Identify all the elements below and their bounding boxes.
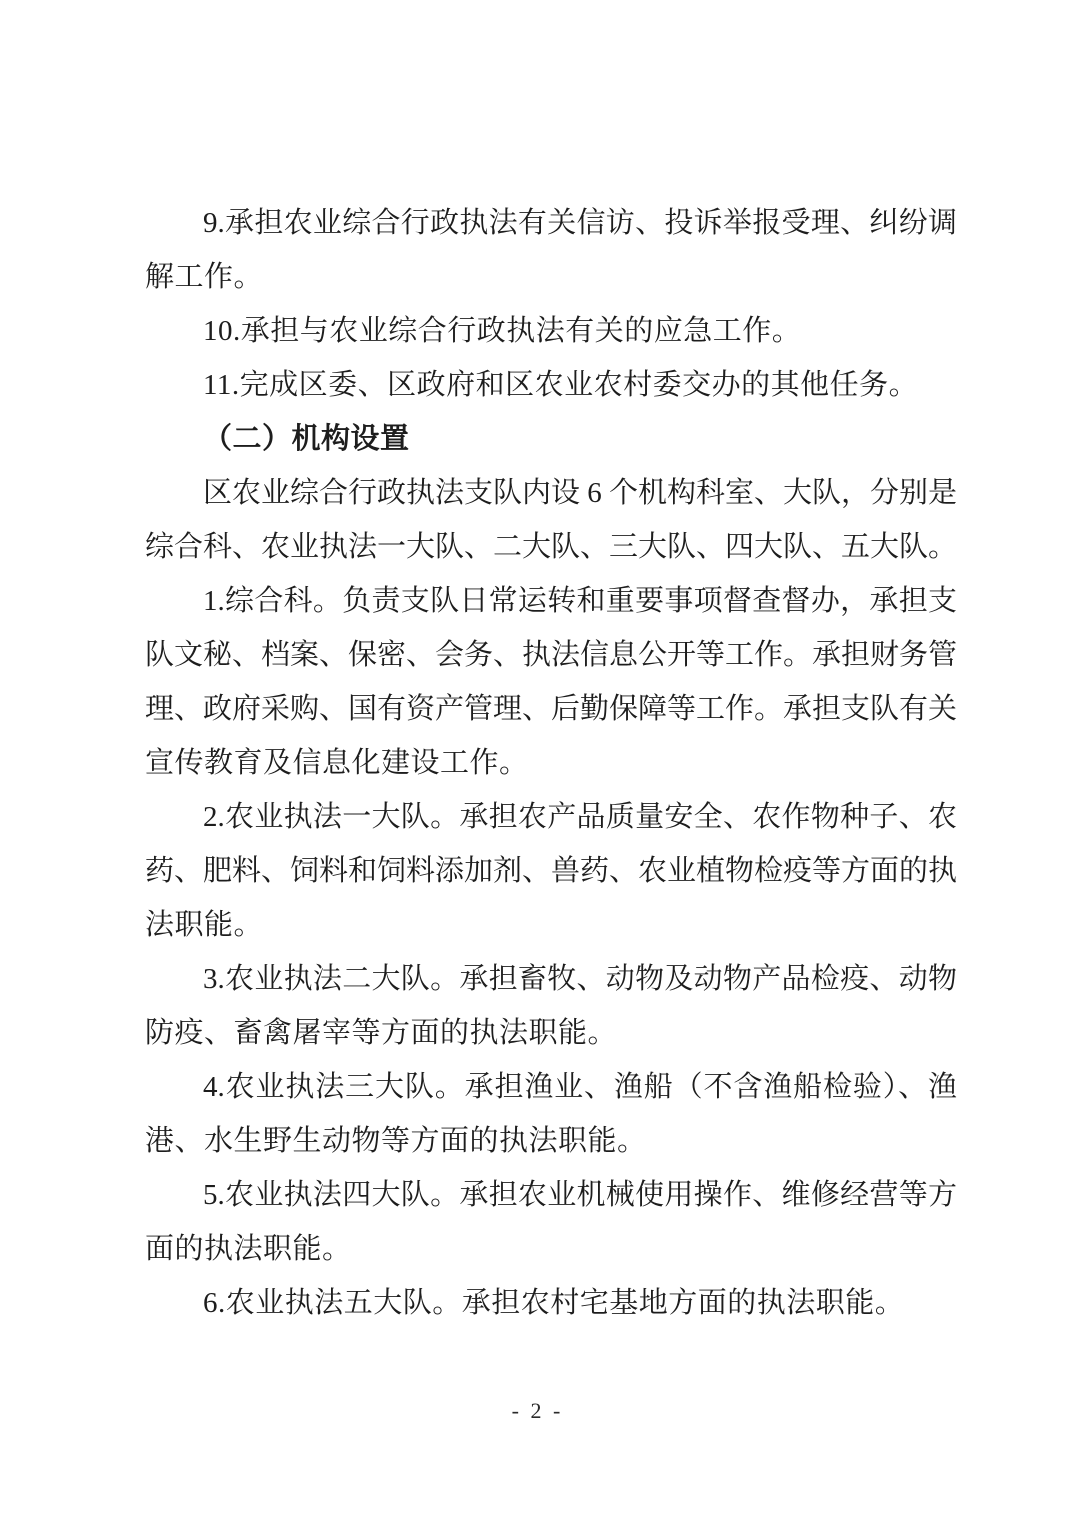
text-line: 1.综合科。负责支队日常运转和重要事项督查督办，承担支	[203, 585, 957, 617]
text-line: 港、水生野生动物等方面的执法职能。	[145, 1125, 647, 1157]
text-line: 药、肥料、饲料和饲料添加剂、兽药、农业植物检疫等方面的执	[145, 855, 958, 887]
text-line: 面的执法职能。	[145, 1233, 352, 1265]
text-line: 宣传教育及信息化建设工作。	[145, 747, 529, 779]
text-line: 队文秘、档案、保密、会务、执法信息公开等工作。承担财务管	[145, 639, 958, 671]
text-line: 9.承担农业综合行政执法有关信访、投诉举报受理、纠纷调	[203, 207, 957, 239]
page-number: - 2 -	[511, 1398, 564, 1423]
text-line: 防疫、畜禽屠宰等方面的执法职能。	[145, 1017, 618, 1049]
page-footer	[0, 1398, 1075, 1424]
text-line: 解工作。	[145, 261, 264, 293]
text-line: 5.农业执法四大队。承担农业机械使用操作、维修经营等方	[203, 1179, 957, 1211]
text-line: 10.承担与农业综合行政执法有关的应急工作。	[203, 315, 802, 347]
text-line: 综合科、农业执法一大队、二大队、三大队、四大队、五大队。	[145, 531, 958, 563]
text-line: 区农业综合行政执法支队内设 6 个机构科室、大队，分别是	[203, 477, 958, 509]
text-line: 2.农业执法一大队。承担农产品质量安全、农作物种子、农	[203, 801, 957, 833]
document-body	[145, 196, 957, 1330]
text-line: 4.农业执法三大队。承担渔业、渔船（不含渔船检验）、渔	[203, 1071, 957, 1103]
text-line: （二）机构设置	[203, 423, 410, 455]
text-line: 11.完成区委、区政府和区农业农村委交办的其他任务。	[203, 369, 919, 401]
text-line: 6.农业执法五大队。承担农村宅基地方面的执法职能。	[203, 1287, 905, 1319]
text-line: 3.农业执法二大队。承担畜牧、动物及动物产品检疫、动物	[203, 963, 957, 995]
text-line: 法职能。	[145, 909, 264, 941]
text-line: 理、政府采购、国有资产管理、后勤保障等工作。承担支队有关	[145, 693, 958, 725]
